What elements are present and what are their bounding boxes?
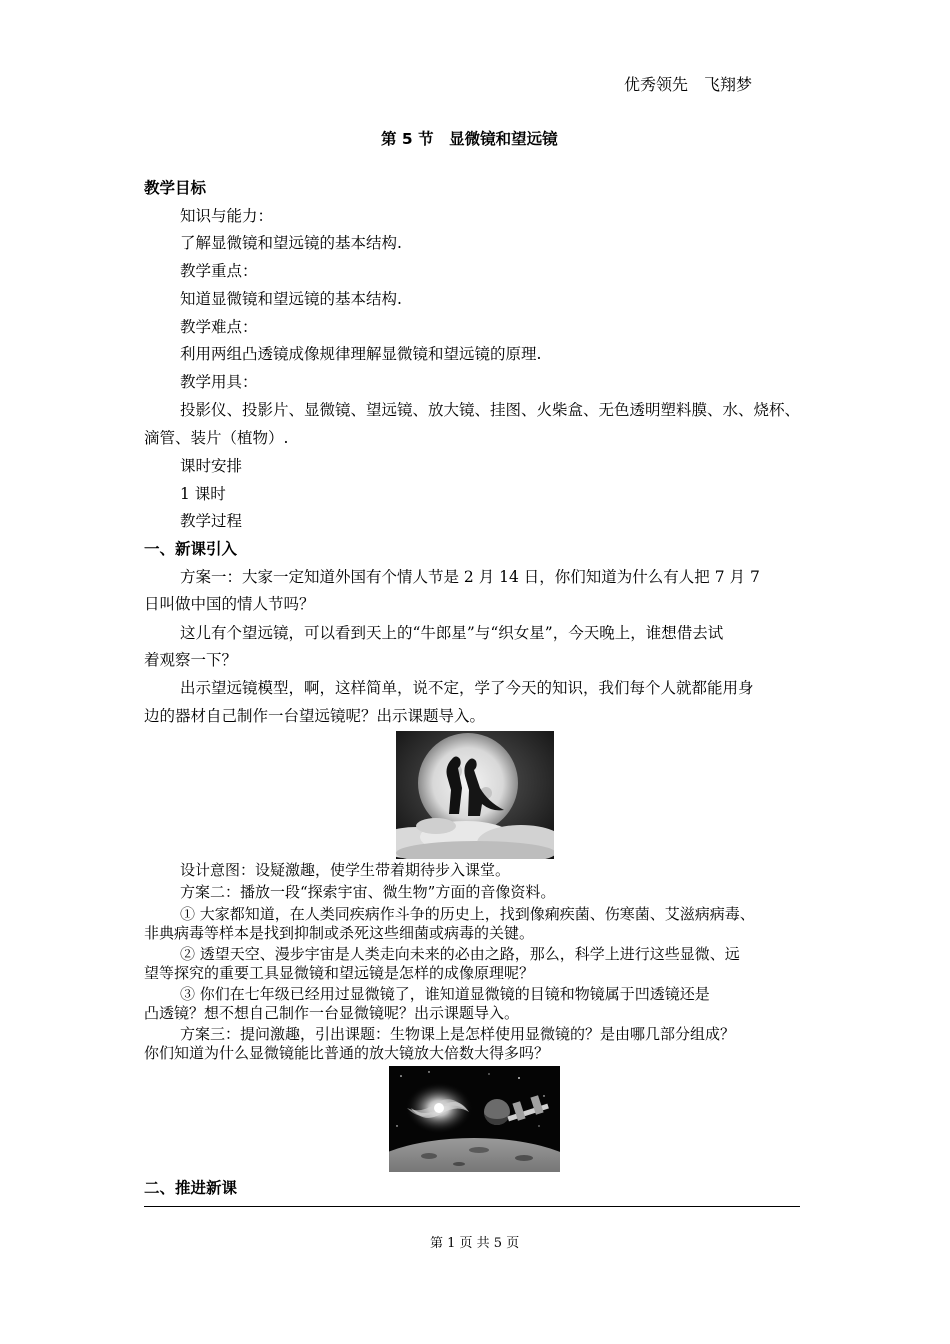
text-line: 着观察一下？ [144,651,238,669]
text-line: 凸透镜？想不想自己制作一台显微镜呢？出示课题导入。 [144,1004,520,1022]
text-line: 课时安排 [180,457,243,475]
text-line: ③ 你们在七年级已经用过显微镜了，谁知道显微镜的目镜和物镜属于凹透镜还是 [180,985,710,1003]
section-heading: 二、推进新课 [144,1179,238,1197]
text-line: 投影仪、投影片、显微镜、望远镜、放大镜、挂图、火柴盒、无色透明塑料膜、水、烧杯、 [180,401,801,419]
text-line: 设计意图：设疑激趣，使学生带着期待步入课堂。 [180,861,511,879]
page-title: 第 5 节 显微镜和望远镜 [381,130,558,148]
footer-divider [144,1206,800,1207]
text-line: 边的器材自己制作一台望远镜呢？出示课题导入。 [144,707,486,725]
text-line: 1 课时 [180,485,226,503]
text-line: 知识与能力： [180,207,274,225]
text-line: 教学用具： [180,373,258,391]
text-line: 方案一：大家一定知道外国有个情人节是 2 月 14 日，你们知道为什么有人把 7 月 7 [180,568,760,586]
text-line: 这儿有个望远镜，可以看到天上的“牛郎星”与“织女星”，今天晚上，谁想借去试 [180,624,724,642]
text-line: 教学难点： [180,318,258,336]
section-heading: 一、新课引入 [144,540,238,558]
header-slogan: 优秀领先 飞翔梦 [624,75,753,94]
text-line: 出示望远镜模型，啊，这样简单，说不定，学了今天的知识，我们每个人就都能用身 [180,679,754,697]
text-line: ① 大家都知道，在人类同疾病作斗争的历史上，找到像痢疾菌、伤寒菌、艾滋病病毒、 [180,905,755,923]
text-line: 教学重点： [180,262,258,280]
text-line: 方案二：播放一段“探索宇宙、微生物”方面的音像资料。 [180,883,556,901]
goals-heading: 教学目标 [144,179,207,197]
text-line: 你们知道为什么显微镜能比普通的放大镜放大倍数大得多吗？ [144,1044,550,1062]
moon-couple-image [396,731,554,859]
text-line: 日叫做中国的情人节吗？ [144,595,315,613]
galaxy-image [389,1066,560,1172]
text-line: 方案三：提问激趣，引出课题：生物课上是怎样使用显微镜的？是由哪几部分组成？ [180,1025,736,1043]
text-line: 滴管、装片（植物）. [144,429,289,447]
text-line: 了解显微镜和望远镜的基本结构. [180,234,402,252]
page-number: 第 1 页 共 5 页 [430,1236,520,1251]
text-line: 利用两组凸透镜成像规律理解显微镜和望远镜的原理. [180,345,542,363]
text-line: 知道显微镜和望远镜的基本结构. [180,290,402,308]
text-line: 教学过程 [180,512,243,530]
text-line: 非典病毒等样本是找到抑制或杀死这些细菌或病毒的关键。 [144,924,535,942]
text-line: ② 透望天空、漫步宇宙是人类走向未来的必由之路，那么，科学上进行这些显微、远 [180,945,740,963]
text-line: 望等探究的重要工具显微镜和望远镜是怎样的成像原理呢？ [144,964,535,982]
